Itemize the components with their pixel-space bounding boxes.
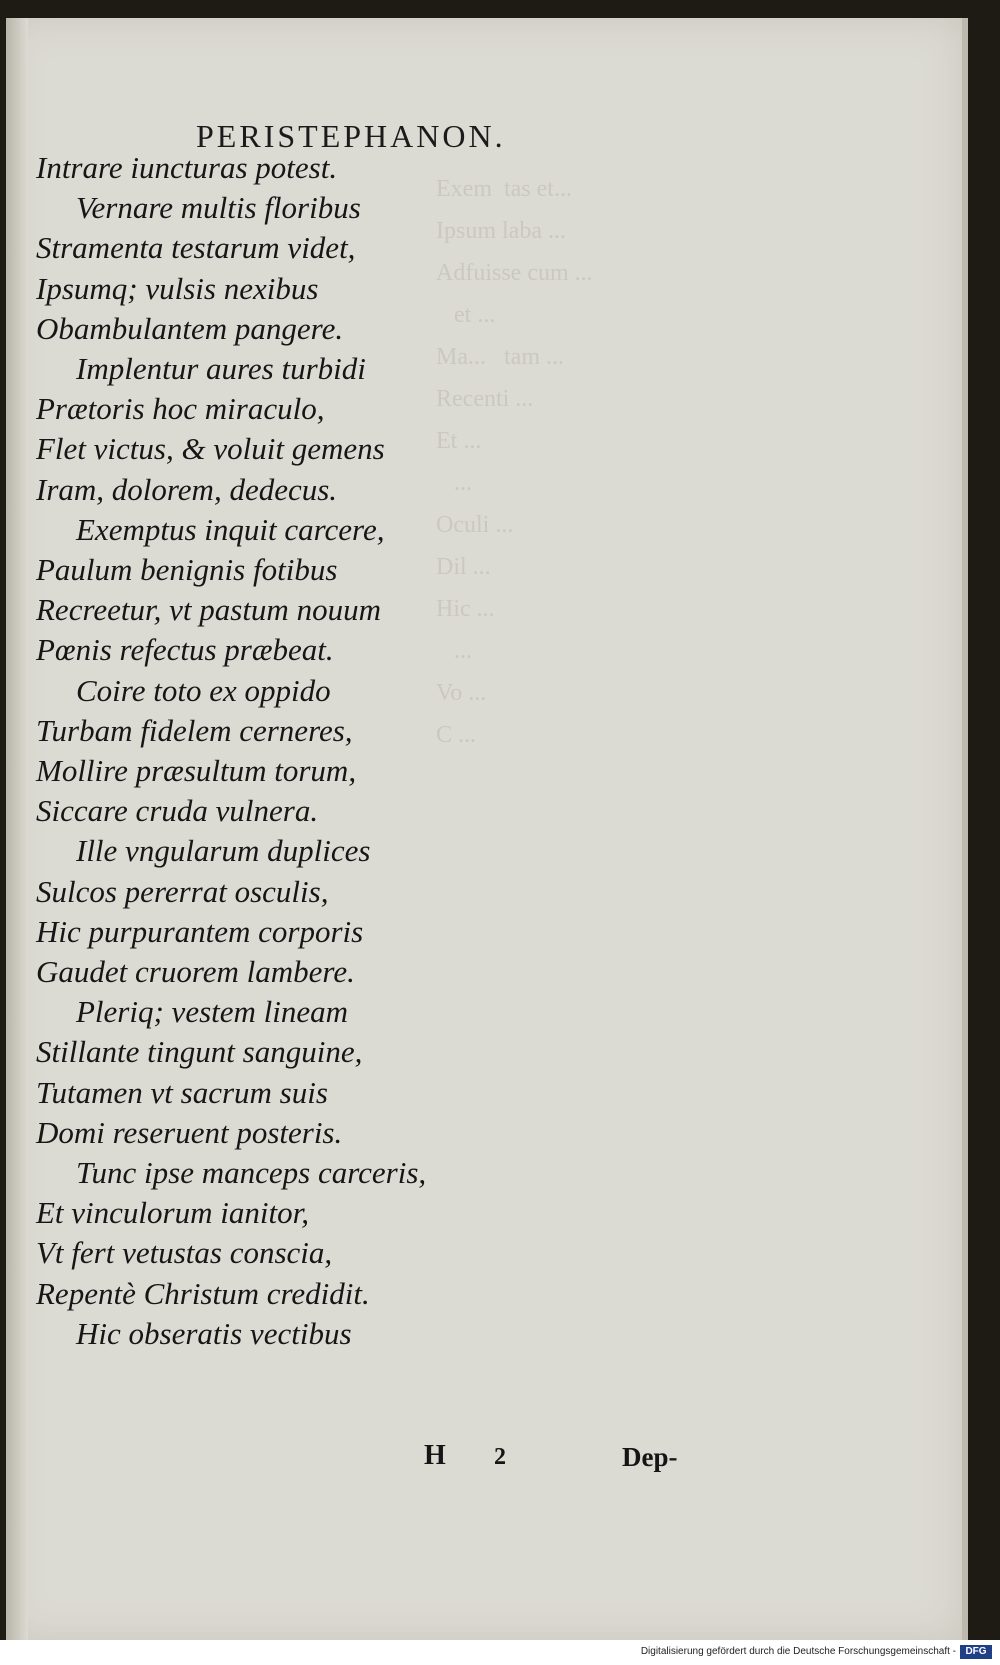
verse-line: Stramenta testarum videt, <box>36 230 356 266</box>
page-edge <box>962 18 968 1640</box>
verse-line: Paulum benignis fotibus <box>36 552 338 587</box>
verse-line: Gaudet cruorem lambere. <box>36 954 355 989</box>
verse-line: Prætoris hoc miraculo, <box>36 391 325 427</box>
verse-line: Siccare cruda vulnera. <box>36 793 319 829</box>
verse-line: Domi reseruent posteris. <box>36 1114 343 1150</box>
verse-line: Tutamen vt sacrum suis <box>36 1074 328 1110</box>
book-page <box>6 18 962 1640</box>
dfg-logo: DFG <box>960 1645 992 1659</box>
verse-line: Mollire præsultum torum, <box>36 753 357 788</box>
verse-line: Vt fert vetustas conscia, <box>36 1235 333 1271</box>
signature-number: 2 <box>494 1444 506 1470</box>
signature-mark: H <box>424 1440 446 1471</box>
running-head: PERISTEPHANON. <box>196 118 506 154</box>
verse-line: Repentè Christum credidit. <box>36 1275 370 1311</box>
verse-line: Et vinculorum ianitor, <box>36 1195 309 1231</box>
verse-line: Implentur aures turbidi <box>76 351 366 386</box>
verse-line: Flet victus, & voluit gemens <box>36 431 385 467</box>
verse-line: Recreetur, vt pastum nouum <box>36 592 381 628</box>
verse-line: Iram, dolorem, dedecus. <box>36 471 338 507</box>
verse-line: Exemptus inquit carcere, <box>76 511 385 547</box>
verse-line: Hic purpurantem corporis <box>36 913 364 949</box>
verse-line: Turbam fidelem cerneres, <box>36 712 353 748</box>
footer-credit: Digitalisierung gefördert durch die Deutsche Forschungsgemeinschaft - <box>640 1646 956 1657</box>
verse-line: Sulcos pererrat osculis, <box>36 873 329 909</box>
verse-line: Ipsumq; vulsis nexibus <box>36 270 319 306</box>
verse-line: Intrare iuncturas potest. <box>36 150 338 185</box>
verse-line: Vernare multis floribus <box>76 190 361 226</box>
verse-line: Pleriq; vestem lineam <box>76 994 349 1030</box>
footer-bar <box>0 1640 1000 1665</box>
verse-line: Tunc ipse manceps carceris, <box>76 1155 427 1190</box>
verse-line: Coire toto ex oppido <box>76 672 331 708</box>
verse-line: Obambulantem pangere. <box>36 310 344 346</box>
verse-line: Hic obseratis vectibus <box>76 1315 352 1351</box>
catchword: Dep- <box>622 1442 678 1472</box>
show-through-text: Exem tas et... Ipsum laba ... Adfuisse cum ... et ... Ma... tam ... Recenti ... Et ... ... Oculi ... Dil ... Hic ... ... Vo ... C ... <box>436 176 593 748</box>
verse-line: Ille vngularum duplices <box>76 833 371 869</box>
verse-line: Pœnis refectus præbeat. <box>36 632 334 668</box>
verse-line: Stillante tingunt sanguine, <box>36 1034 363 1070</box>
